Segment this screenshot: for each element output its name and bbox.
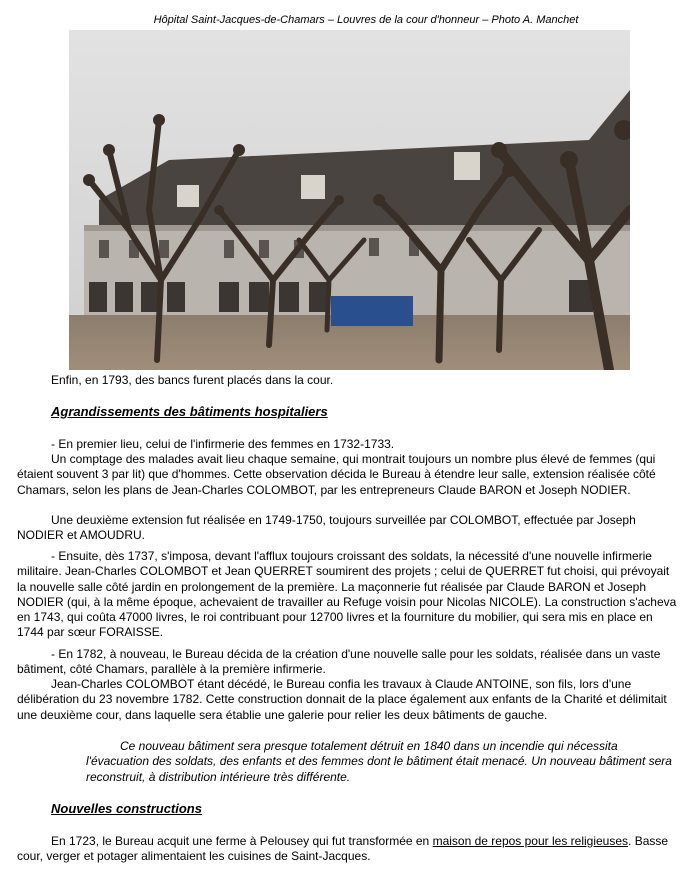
paragraph-1782: - En 1782, à nouveau, le Bureau décida de la création d'une nouvelle salle pour les soldats, réalisée dans un vaste bâtiment, côté Chamars, parallèle à la première infirmerie.: [17, 647, 661, 677]
paragraph-femmes-bullet: - En premier lieu, celui de l'infirmerie des femmes en 1732-1733.: [51, 437, 395, 451]
maison-de-repos-link[interactable]: maison de repos pour les religieuses: [432, 834, 629, 848]
note-incendie-1840: Ce nouveau bâtiment sera presque totalement détruit en 1840 dans un incendie qui nécessita l'évacuation des soldats, des enfants et des femmes dont le bâtiment était menacé. Un nouveau bâtiment sera reconstruit, à distribution intérieure très différente.: [86, 739, 672, 784]
paragraph-colombot-antoine: Jean-Charles COLOMBOT étant décédé, le Bureau confia les travaux à Claude ANTOINE, son fils, lors d'une délibération du 23 novembre 1782. Cette construction donnait de la place également aux enfants de la Charité et délimitait une deuxième cour, dans laquelle sera établie une galerie pour relier les deux bâtiments de gauche.: [17, 677, 667, 722]
paragraph-infirmerie-militaire: - Ensuite, dès 1737, s'imposa, devant l'afflux toujours croissant des soldats, la nécessité d'une nouvelle infirmerie militaire. Jean-Charles COLOMBOT et Jean QUERRET soumirent des projets ; celui de QUERRET fut choisi, qui prévoyait la nouvelle salle côté jardin en prolongement de la première. La maçonnerie fut réalisée par Claude BARON et Joseph NODIER (qui, à la même époque, achevaient de travailler au Refuge voisin pour Nicolas NICOLE). La construction s'acheva en 1743, qui coûta 47000 livres, le roi contribuant pour 12700 livres et la fourniture du mobilier, qui sera mis en place en 1744 par sœur FORAISSE.: [17, 549, 677, 640]
courtyard-photo: [69, 30, 630, 370]
pelousey-text-after: . Basse cour, verger et potager alimentaient les cuisines de Saint-Jacques.: [17, 834, 669, 864]
paragraph-pelousey: [17, 834, 672, 865]
intro-text: Enfin, en 1793, des bancs furent placés dans la cour.: [51, 373, 334, 387]
section-title-agrandissements: Agrandissements des bâtiments hospitaliers: [51, 404, 328, 419]
photo-caption: Hôpital Saint-Jacques-de-Chamars – Louvres de la cour d'honneur – Photo A. Manchet: [153, 14, 579, 26]
paragraph-deuxieme-extension: Une deuxième extension fut réalisée en 1749-1750, toujours surveillée par COLOMBOT, effectuée par Joseph NODIER et AMOUDRU.: [17, 513, 636, 543]
section-title-nouvelles-constructions: Nouvelles constructions: [51, 801, 202, 816]
pelousey-text-before: En 1723, le Bureau acquit une ferme à Pelousey qui fut transformée en: [51, 834, 433, 848]
paragraph-femmes-body: Un comptage des malades avait lieu chaque semaine, qui montrait toujours un nombre plus élevé de femmes (qui étaient souvent 3 par lit) que d'hommes. Cette observation décida le Bureau à étendre leur salle, extension réalisée côté Chamars, selon les plans de Jean-Charles COLOMBOT, par les entrepreneurs Claude BARON et Joseph NODIER.: [17, 452, 656, 497]
